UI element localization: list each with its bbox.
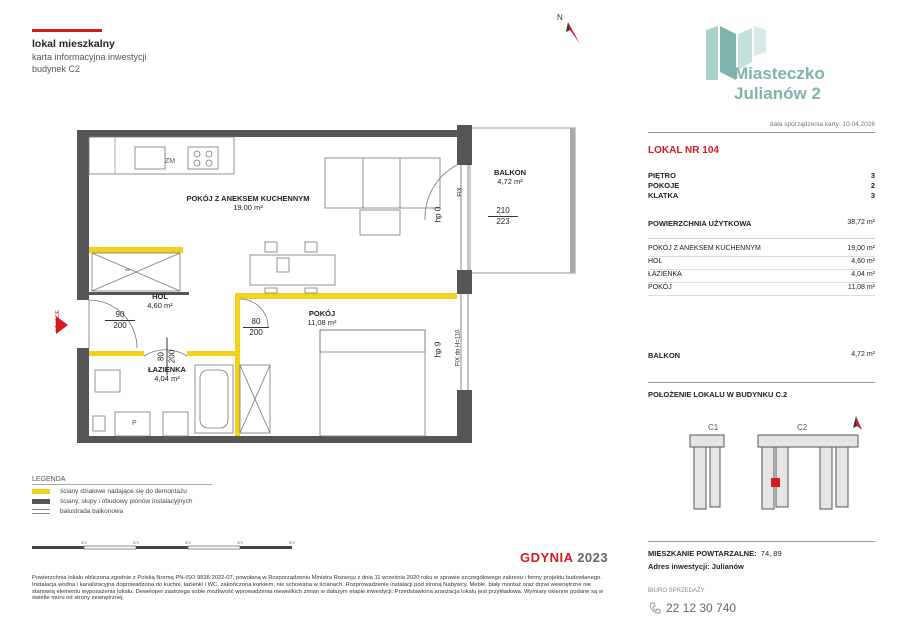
- svg-text:5m: 5m: [288, 540, 296, 545]
- room-row: ŁAZIENKA 4,04 m²: [648, 271, 875, 283]
- building-location-map: [680, 408, 875, 528]
- logo-text-2: Julianów 2: [734, 84, 821, 103]
- building-label: budynek C2: [32, 64, 81, 74]
- room-row: POKÓJ 11,08 m²: [648, 284, 875, 296]
- scale-bar: [32, 538, 302, 552]
- unit-marker: [771, 478, 780, 487]
- date-label: data sporządzenia karty: 10.04.2026: [769, 121, 875, 128]
- svg-text:N: N: [557, 13, 563, 22]
- legend-item: ściany, słupy i obudowy pionów instalacyjnych: [32, 497, 232, 506]
- legend-title: LEGENDA: [32, 476, 66, 483]
- svg-text:P: P: [132, 420, 137, 427]
- room-row: POKÓJ Z ANEKSEM KUCHENNYM 19,00 m²: [648, 245, 875, 257]
- dim-entry-door: 90 200: [105, 310, 135, 331]
- compass-icon: [548, 8, 588, 46]
- dim-room-door: 80 200: [243, 317, 269, 338]
- location-title: POŁOŻENIE LOKALU W BUDYNKU C.2: [648, 390, 788, 399]
- room-row: HOL 4,60 m²: [648, 258, 875, 270]
- fact-row: PIĘTRO 3: [648, 171, 875, 180]
- sales-label: BIURO SPRZEDAŻY: [648, 588, 705, 594]
- unit-title: LOKAL NR 104: [648, 145, 719, 156]
- balcony-area: [470, 128, 575, 273]
- logo-text-1: Miasteczko: [734, 64, 825, 83]
- room-label-room: POKÓJ 11,08 m²: [307, 309, 337, 327]
- svg-text:4m: 4m: [236, 540, 244, 545]
- duplicate-row: MIESZKANIE POWTARZALNE: 74, 89: [648, 549, 782, 558]
- phone-icon: [648, 601, 662, 615]
- city-brand: GDYNIA 2023: [520, 550, 609, 565]
- svg-text:1m: 1m: [80, 540, 88, 545]
- dim-balcony-door: 210 223: [488, 206, 518, 227]
- svg-text:3m: 3m: [184, 540, 192, 545]
- svg-text:C2: C2: [797, 423, 808, 432]
- footnote: Powierzchnia lokalu obliczona zgodnie z Polską Normą PN-ISO 9836:2022-07, powołaną w Rozporządzeniu Ministra Rozwoju z dnia 11 września 2020 roku w sprawie szczegółowego zakresu i formy projektu budowlanego. Instalacja wodna i kanalizacyjna doprowadzona do kuchni, łazienki i WC, zakończona korkiem, nie schowana w ścianach. Rozprowadzenie instalacji pod stroną Nabywcy. Meble, biały montaż oraz drzwi wewnętrzne nie stanowią elementu wyposażenia lokalu. Deweloper zastrzega sobie możliwość wprowadzenia niewielkich zmian w dalszym etapie inwestycji. Przedstawiona aranżacja lokalu jest przykładowa. Wymiary okienne podane są w świetle muru od strony zewnętrznej.: [32, 575, 603, 602]
- balcony-row: BALKON 4,72 m²: [648, 351, 875, 360]
- entry-label: WEJŚCIE: [55, 309, 62, 333]
- sill-height-label: hp 0: [433, 206, 443, 223]
- legend-divider: [32, 484, 212, 485]
- legend-item: balustrada balkonowa: [32, 507, 232, 516]
- fix-window-label: FIX: [457, 187, 464, 197]
- area-row: POWIERZCHNIA UŻYTKOWA 38,72 m²: [648, 219, 875, 228]
- room-label-bathroom: ŁAZIENKA 4,04 m²: [148, 365, 186, 383]
- page-subtitle: karta informacyjna inwestycji: [32, 52, 147, 62]
- header-accent-line: [32, 29, 102, 32]
- legend-item: ściany działowe nadające się do demontażu: [32, 487, 232, 496]
- divider: [648, 132, 875, 133]
- room-label-living: POKÓJ Z ANEKSEM KUCHENNYM 19,00 m²: [186, 194, 310, 212]
- fix-window-label: FIX do H=110: [455, 329, 462, 367]
- svg-text:ZM: ZM: [165, 158, 176, 165]
- room-label-balcony: BALKON 4,72 m²: [493, 168, 527, 186]
- divider: [648, 541, 875, 542]
- room-label-hall: HOL 4,60 m²: [147, 292, 173, 310]
- address-label: Adres inwestycji: Julianów: [648, 562, 744, 571]
- dim-bath-door: 80 200: [157, 338, 178, 376]
- divider: [648, 238, 875, 239]
- svg-text:C1: C1: [708, 423, 719, 432]
- fact-row: POKOJE 2: [648, 181, 875, 190]
- sill-height-label: hp 9: [433, 341, 443, 358]
- divider: [648, 382, 875, 383]
- fact-row: KLATKA 3: [648, 191, 875, 200]
- sales-phone[interactable]: 22 12 30 740: [666, 601, 737, 615]
- page-title: lokal mieszkalny: [32, 38, 115, 50]
- svg-text:2m: 2m: [132, 540, 140, 545]
